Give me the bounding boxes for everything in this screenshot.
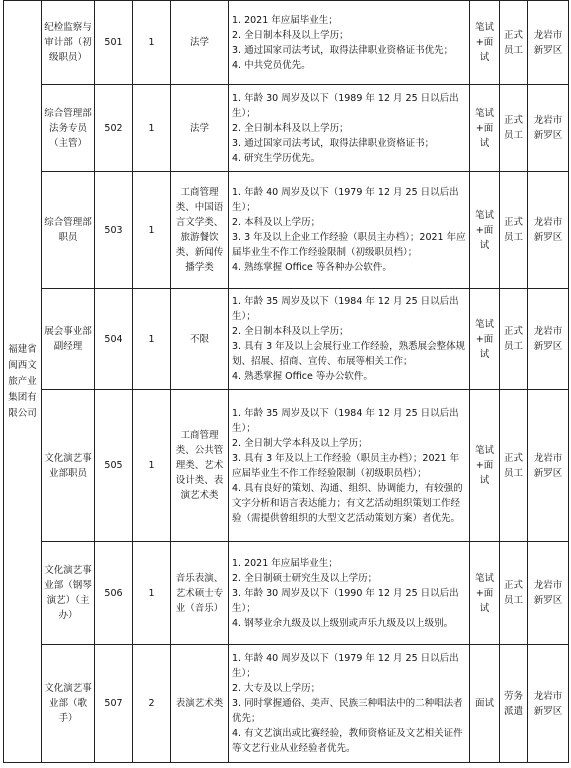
dept-cell: 文化演艺事业部（钢琴演艺）（主办） bbox=[42, 542, 95, 645]
table-row bbox=[4, 172, 569, 289]
exam-cell: 笔试+面试 bbox=[470, 1, 500, 85]
type-cell: 正式员工 bbox=[500, 542, 528, 645]
table-row bbox=[4, 542, 569, 645]
type-cell: 劳务派遣 bbox=[500, 645, 528, 763]
table-row bbox=[4, 1, 569, 85]
requirement-line: 1. 年龄 35 周岁及以下（1984 年 12 月 25 日以后出生）； bbox=[232, 407, 459, 434]
major-cell: 音乐表演、艺术硕士专业（音乐） bbox=[171, 542, 229, 645]
requirements-cell bbox=[229, 172, 470, 289]
major-cell: 法学 bbox=[171, 1, 229, 85]
location-cell: 龙岩市新罗区 bbox=[528, 390, 569, 542]
requirement-line: 3. 年龄 30 周岁及以下（1990 年 12 月 25 日以后出生）； bbox=[232, 587, 459, 614]
exam-cell: 笔试+面试 bbox=[470, 172, 500, 289]
requirement-line: 3. 具有 3 年及以上工作经验（职员主办档）；2021 年应届毕业生不作工作经验限制（初级职员档）； bbox=[232, 452, 460, 479]
table-row bbox=[4, 85, 569, 172]
code-cell: 504 bbox=[95, 289, 133, 390]
code-cell: 506 bbox=[95, 542, 133, 645]
code-cell: 507 bbox=[95, 645, 133, 763]
dept-cell: 纪检监察与审计部（初级职员） bbox=[42, 1, 95, 85]
dept-cell: 展会事业部副经理 bbox=[42, 289, 95, 390]
requirement-line: 4. 研究生学历优先。 bbox=[232, 152, 321, 164]
count-cell: 1 bbox=[133, 390, 171, 542]
dept-cell: 文化演艺事业部（歌手） bbox=[42, 645, 95, 763]
requirement-line: 3. 3 年及以上企业工作经验（职员主办档）；2021 年应届毕业生不作工作经验限制（初级职员档）； bbox=[232, 232, 466, 258]
requirement-line: 4. 具有良好的策划、沟通、组织、协调能力，有较强的文字分析和语言表达能力；有文艺活动组织策划工作经验（需提供曾组织的大型文艺活动策划方案）者优先。 bbox=[232, 482, 463, 524]
requirement-line: 2. 全日制本科及以上学历； bbox=[232, 122, 349, 134]
dept-cell: 文化演艺事业部职员 bbox=[42, 390, 95, 542]
requirement-line: 2. 大专及以上学历； bbox=[232, 683, 321, 694]
requirement-line: 1. 年龄 40 周岁及以下（1979 年 12 月 25 日以后出生）； bbox=[232, 653, 459, 679]
major-cell: 工商管理类、中国语言文学类、旅游餐饮类、新闻传播学类 bbox=[171, 172, 229, 289]
requirement-line: 4. 熟练掌握 Office 等各种办公软件。 bbox=[232, 262, 392, 273]
requirements-cell bbox=[229, 542, 470, 645]
count-cell: 1 bbox=[133, 542, 171, 645]
code-cell: 501 bbox=[95, 1, 133, 85]
location-cell: 龙岩市新罗区 bbox=[528, 1, 569, 85]
type-cell: 正式员工 bbox=[500, 1, 528, 85]
type-cell: 正式员工 bbox=[500, 172, 528, 289]
count-cell: 2 bbox=[133, 645, 171, 763]
code-cell: 503 bbox=[95, 172, 133, 289]
count-cell: 1 bbox=[133, 289, 171, 390]
requirement-line: 4. 中共党员优先。 bbox=[232, 59, 311, 71]
type-cell: 正式员工 bbox=[500, 390, 528, 542]
code-cell: 505 bbox=[95, 390, 133, 542]
requirement-line: 2. 全日制本科及以上学历； bbox=[232, 29, 349, 41]
major-cell: 法学 bbox=[171, 85, 229, 172]
table-row bbox=[4, 390, 569, 542]
requirement-line: 1. 2021 年应届毕业生； bbox=[232, 14, 338, 26]
count-cell: 1 bbox=[133, 172, 171, 289]
requirement-line: 4. 有文艺演出或比赛经验，教师资格证及文艺相关证件等文艺行业从业经验者优先。 bbox=[232, 728, 463, 754]
requirements-cell bbox=[229, 85, 470, 172]
requirement-line: 4. 熟悉掌握 Office 等办公软件。 bbox=[232, 371, 373, 382]
dept-cell: 综合管理部法务专员（主管） bbox=[42, 85, 95, 172]
major-cell: 工商管理类、公共管理类、艺术设计类、表演艺术类 bbox=[171, 390, 229, 542]
major-cell: 不限 bbox=[171, 289, 229, 390]
requirement-line: 3. 具有 3 年及以上会展行业工作经验，熟悉展会整体规划、招展、招商、宣传、布展等相关工作； bbox=[232, 341, 466, 367]
requirement-line: 2. 本科及以上学历； bbox=[232, 217, 321, 228]
location-cell: 龙岩市新罗区 bbox=[528, 289, 569, 390]
count-cell: 1 bbox=[133, 1, 171, 85]
requirement-line: 4. 钢琴业余九级及以上级别或声乐九级及以上级别。 bbox=[232, 617, 454, 629]
requirement-line: 1. 2021 年应届毕业生； bbox=[232, 557, 338, 569]
requirement-line: 2. 全日制硕士研究生及以上学历； bbox=[232, 572, 378, 584]
requirement-line: 2. 全日制大学本科及以上学历； bbox=[232, 437, 368, 449]
count-cell: 1 bbox=[133, 85, 171, 172]
exam-cell: 笔试+面试 bbox=[470, 85, 500, 172]
major-cell: 表演艺术类 bbox=[171, 645, 229, 763]
job-table bbox=[3, 0, 569, 763]
type-cell: 正式员工 bbox=[500, 289, 528, 390]
requirement-line: 1. 年龄 35 周岁及以下（1984 年 12 月 25 日以后出生）； bbox=[232, 296, 459, 322]
requirements-cell bbox=[229, 1, 470, 85]
company-name: 福建省闽西文旅产业集团有限公司 bbox=[4, 1, 42, 763]
requirements-cell bbox=[229, 390, 470, 542]
location-cell: 龙岩市新罗区 bbox=[528, 542, 569, 645]
table-row bbox=[4, 645, 569, 763]
table-row bbox=[4, 289, 569, 390]
dept-cell: 综合管理部职员 bbox=[42, 172, 95, 289]
type-cell: 正式员工 bbox=[500, 85, 528, 172]
location-cell: 龙岩市新罗区 bbox=[528, 172, 569, 289]
location-cell: 龙岩市新罗区 bbox=[528, 645, 569, 763]
exam-cell: 笔试+面试 bbox=[470, 390, 500, 542]
requirement-line: 3. 通过国家司法考试，取得法律职业资格证书优先； bbox=[232, 44, 454, 56]
requirements-cell bbox=[229, 645, 470, 763]
requirement-line: 3. 通过国家司法考试，取得法律职业资格证书； bbox=[232, 137, 435, 149]
requirement-line: 1. 年龄 40 周岁及以下（1979 年 12 月 25 日以后出生）； bbox=[232, 187, 459, 213]
location-cell: 龙岩市新罗区 bbox=[528, 85, 569, 172]
code-cell: 502 bbox=[95, 85, 133, 172]
requirements-cell bbox=[229, 289, 470, 390]
exam-cell: 面试 bbox=[470, 645, 500, 763]
exam-cell: 笔试+面试 bbox=[470, 289, 500, 390]
requirement-line: 1. 年龄 30 周岁及以下（1989 年 12 月 25 日以后出生）； bbox=[232, 92, 459, 119]
requirement-line: 2. 全日制本科及以上学历； bbox=[232, 326, 349, 337]
exam-cell: 笔试+面试 bbox=[470, 542, 500, 645]
requirement-line: 3. 同时掌握通俗、美声、民族三种唱法中的二种唱法者优先； bbox=[232, 698, 463, 724]
